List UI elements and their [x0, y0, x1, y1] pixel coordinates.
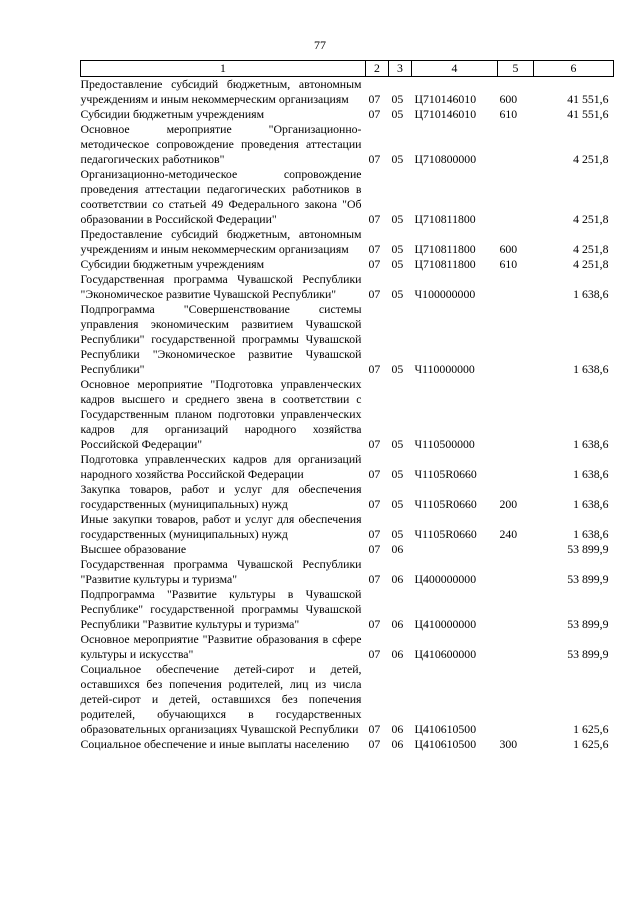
- row-name: Высшее образование: [80, 542, 187, 556]
- row-target-code: Ц710146010: [414, 92, 477, 106]
- row-subsection: 06: [391, 737, 404, 751]
- row-amount: 53 899,9: [567, 617, 609, 631]
- row-subsection: 06: [391, 617, 404, 631]
- table-row: [81, 482, 614, 512]
- table-row: [81, 122, 614, 167]
- row-section: 07: [368, 722, 381, 736]
- row-expense-type: 600: [499, 92, 518, 106]
- row-target-code: Ц710811800: [414, 257, 476, 271]
- row-amount: 1 638,6: [573, 527, 609, 541]
- table-row: [81, 587, 614, 632]
- budget-table: [80, 60, 614, 752]
- row-name: Подпрограмма "Развитие культуры в Чувашской Республике" государственной программы Чувашской Республики "Развитие культуры и туризма": [80, 587, 362, 631]
- row-amount: 53 899,9: [567, 572, 609, 586]
- row-name: Государственная программа Чувашской Республики "Развитие культуры и туризма": [80, 557, 362, 586]
- row-subsection: 05: [391, 257, 404, 271]
- table-row: [81, 377, 614, 452]
- row-name: Государственная программа Чувашской Республики "Экономическое развитие Чувашской Республики": [80, 272, 362, 301]
- row-amount: 1 638,6: [573, 287, 609, 301]
- row-name: Подготовка управленческих кадров для организаций народного хозяйства Российской Федерации: [80, 452, 362, 481]
- row-subsection: 05: [391, 527, 404, 541]
- row-amount: 1 638,6: [573, 497, 609, 511]
- table-row: [81, 512, 614, 542]
- row-target-code: Ч110500000: [414, 437, 475, 451]
- row-section: 07: [368, 437, 381, 451]
- row-section: 07: [368, 152, 381, 166]
- row-target-code: Ч100000000: [414, 287, 476, 301]
- row-amount: 53 899,9: [567, 542, 609, 556]
- row-target-code: Ч1105R0660: [414, 527, 477, 541]
- row-subsection: 05: [391, 242, 404, 256]
- row-section: 07: [368, 92, 381, 106]
- row-name: Подпрограмма "Совершенствование системы управления экономическим развитием Чувашской Республики" государственной программы Чувашской Республики "Экономическое развитие Чувашской Республики": [80, 302, 362, 376]
- table-row: [81, 77, 614, 108]
- row-amount: 53 899,9: [567, 647, 609, 661]
- row-subsection: 05: [391, 467, 404, 481]
- table-row: [81, 227, 614, 257]
- table-row: [81, 257, 614, 272]
- row-subsection: 05: [391, 152, 404, 166]
- row-section: 07: [368, 242, 381, 256]
- row-amount: 41 551,6: [567, 107, 609, 121]
- header-col-1: 1: [81, 61, 366, 77]
- row-expense-type: [498, 557, 534, 587]
- row-name: Закупка товаров, работ и услуг для обеспечения государственных (муниципальных) нужд: [80, 482, 362, 511]
- table-header-row: [81, 61, 614, 77]
- row-subsection: 06: [391, 542, 404, 556]
- row-name: Иные закупки товаров, работ и услуг для обеспечения государственных (муниципальных) нужд: [80, 512, 362, 541]
- header-col-5: 5: [498, 61, 534, 77]
- row-subsection: 06: [391, 647, 404, 661]
- row-section: 07: [368, 467, 381, 481]
- row-section: 07: [368, 542, 381, 556]
- row-expense-type: 610: [499, 257, 518, 271]
- row-subsection: 06: [391, 572, 404, 586]
- row-name: Субсидии бюджетным учреждениям: [80, 257, 265, 271]
- row-subsection: 05: [391, 287, 404, 301]
- row-name: Социальное обеспечение детей-сирот и детей, оставшихся без попечения родителей, лиц из числа детей-сирот и детей, оставшихся без попечения родителей, обучающихся в государственных образовательных организациях Чувашской Республики: [80, 662, 362, 736]
- row-section: 07: [368, 107, 381, 121]
- row-name: Основное мероприятие "Развитие образования в сфере культуры и искусства": [80, 632, 362, 661]
- table-row: [81, 557, 614, 587]
- row-target-code: Ц410610500: [414, 722, 477, 736]
- row-amount: 1 638,6: [573, 362, 609, 376]
- row-target-code: Ц410610500: [414, 737, 477, 751]
- row-amount: 41 551,6: [567, 92, 609, 106]
- row-amount: 4 251,8: [573, 152, 609, 166]
- row-section: 07: [368, 572, 381, 586]
- table-row: [81, 662, 614, 737]
- row-target-code: Ц410000000: [414, 617, 477, 631]
- row-target-code: Ц710811800: [414, 212, 476, 226]
- row-expense-type: [498, 377, 534, 452]
- table-row: [81, 737, 614, 752]
- row-expense-type: [498, 167, 534, 227]
- row-expense-type: [498, 122, 534, 167]
- table-row: [81, 542, 614, 557]
- row-name: Субсидии бюджетным учреждениям: [80, 107, 265, 121]
- row-expense-type: [498, 452, 534, 482]
- row-name: Предоставление субсидий бюджетным, автономным учреждениям и иным некоммерческим организациям: [80, 77, 362, 106]
- row-name: Организационно-методическое сопровождение проведения аттестации педагогических работников в соответствии со статьей 49 Федерального закона "Об образовании в Российской Федерации": [80, 167, 362, 226]
- row-expense-type: 300: [499, 737, 518, 751]
- row-subsection: 05: [391, 497, 404, 511]
- row-section: 07: [368, 287, 381, 301]
- row-section: 07: [368, 527, 381, 541]
- row-subsection: 05: [391, 212, 404, 226]
- row-amount: 1 638,6: [573, 437, 609, 451]
- row-expense-type: [498, 632, 534, 662]
- row-target-code: Ч1105R0660: [414, 497, 477, 511]
- row-expense-type: [498, 587, 534, 632]
- row-target-code: Ц410600000: [414, 647, 477, 661]
- row-section: 07: [368, 257, 381, 271]
- row-name: Основное мероприятие "Подготовка управленческих кадров высшего и среднего звена в соответствии с Государственным планом подготовки управленческих кадров для организаций народного хозяйства Российской Федерации": [80, 377, 362, 451]
- table-row: [81, 302, 614, 377]
- table-row: [81, 107, 614, 122]
- row-target-code: Ч110000000: [414, 362, 475, 376]
- row-name: Основное мероприятие "Организационно-методическое сопровождение проведения аттестации педагогических работников": [80, 122, 362, 166]
- row-section: 07: [368, 737, 381, 751]
- row-expense-type: [498, 272, 534, 302]
- row-section: 07: [368, 212, 381, 226]
- table-row: [81, 167, 614, 227]
- row-subsection: 05: [391, 362, 404, 376]
- table-row: [81, 272, 614, 302]
- row-subsection: 05: [391, 437, 404, 451]
- header-col-4: 4: [412, 61, 498, 77]
- row-amount: 1 625,6: [573, 722, 609, 736]
- row-target-code: Ц710811800: [414, 242, 476, 256]
- row-expense-type: [498, 302, 534, 377]
- row-target-code: Ч1105R0660: [414, 467, 477, 481]
- row-target-code: Ц710146010: [414, 107, 477, 121]
- row-name: Социальное обеспечение и иные выплаты населению: [80, 737, 350, 751]
- header-col-6: 6: [534, 61, 614, 77]
- row-section: 07: [368, 497, 381, 511]
- row-subsection: 05: [391, 92, 404, 106]
- row-amount: 4 251,8: [573, 242, 609, 256]
- row-section: 07: [368, 617, 381, 631]
- row-subsection: 05: [391, 107, 404, 121]
- row-expense-type: [498, 542, 534, 557]
- row-target-code: [412, 542, 498, 557]
- row-amount: 4 251,8: [573, 212, 609, 226]
- table-body: [81, 77, 614, 753]
- row-amount: 4 251,8: [573, 257, 609, 271]
- row-expense-type: 610: [499, 107, 518, 121]
- row-name: Предоставление субсидий бюджетным, автономным учреждениям и иным некоммерческим организациям: [80, 227, 362, 256]
- row-target-code: Ц400000000: [414, 572, 477, 586]
- table-row: [81, 632, 614, 662]
- header-col-2: 2: [366, 61, 389, 77]
- table-row: [81, 452, 614, 482]
- row-expense-type: 600: [499, 242, 518, 256]
- row-section: 07: [368, 647, 381, 661]
- row-amount: 1 638,6: [573, 467, 609, 481]
- row-expense-type: 200: [499, 497, 518, 511]
- row-subsection: 06: [391, 722, 404, 736]
- row-expense-type: 240: [499, 527, 518, 541]
- row-section: 07: [368, 362, 381, 376]
- page-number: 77: [314, 38, 326, 52]
- row-amount: 1 625,6: [573, 737, 609, 751]
- row-expense-type: [498, 662, 534, 737]
- row-target-code: Ц710800000: [414, 152, 477, 166]
- header-col-3: 3: [389, 61, 412, 77]
